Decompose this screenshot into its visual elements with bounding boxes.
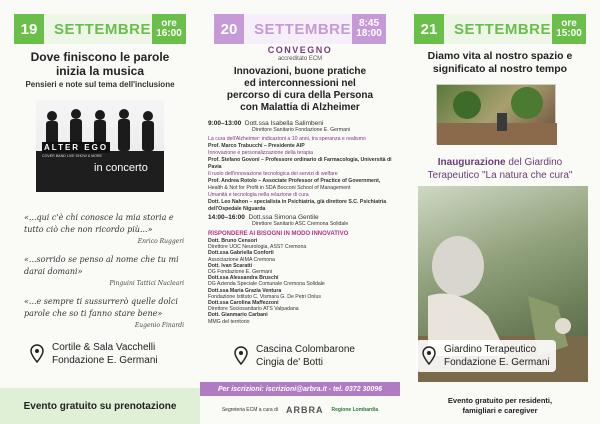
convegno-label: CONVEGNO — [267, 45, 333, 55]
column-day-19 — [0, 0, 200, 424]
location-line: Cortile & Sala Vacchelli — [52, 342, 156, 353]
program-speaker-role: Health & Not for Profit in SDA Bocconi School of Management — [208, 185, 351, 191]
arbra-logo: ARBRA — [285, 405, 324, 415]
session-host: Dott.ssa Simona Gentile — [248, 214, 319, 221]
program-speaker: Prof. Marco Trabucchi – Presidente AIP — [208, 143, 305, 149]
time-label: ore — [161, 18, 177, 29]
program-speaker: Prof. Andrea Rotolo – Associate Professor of Practice of Government, — [208, 178, 381, 184]
session-time: 9:00–13:00 — [208, 120, 242, 127]
session-host-role: Direttore Sanitario Fondazione E. Germani — [252, 127, 351, 133]
section-header: RISPONDERE AI BISOGNI IN MODO INNOVATIVO — [208, 231, 349, 237]
band-photo — [36, 100, 164, 192]
location-line: Giardino Terapeutico — [444, 344, 537, 355]
speaker-name: Dott.ssa Carolina Maffezzoni — [208, 300, 279, 307]
month-label: SETTEMBRE — [444, 14, 552, 44]
band-name: ALTER EGO — [44, 143, 109, 152]
footer-line: famigliari e caregiver — [462, 406, 538, 415]
date-bar — [214, 14, 386, 44]
band-tagline: COVER BAND LIVE SHOW & MORE — [42, 154, 102, 158]
date-bar — [14, 14, 186, 44]
location-line: Fondazione E. Germani — [444, 357, 550, 368]
location-pin-icon — [30, 344, 44, 364]
sponsor-bar — [200, 396, 400, 424]
speaker-role: DG Azienda Speciale Comunale Cremona Solidale — [208, 281, 325, 288]
time-badge — [552, 14, 586, 44]
speaker-role: DG Fondazione E. Germani — [208, 269, 273, 276]
event-title — [8, 50, 192, 78]
registration-bar: Per iscrizioni: iscrizioni@arbra.it - tel. 0372 30096 — [200, 382, 400, 396]
month-label: SETTEMBRE — [44, 14, 152, 44]
day-number: 19 — [14, 14, 44, 44]
garden-photo-small — [436, 84, 556, 144]
month-label: SETTEMBRE — [244, 14, 352, 44]
garden-scene — [437, 85, 557, 145]
program-speaker: Dott. Leo Nahon – specialista in Psichiatria, già direttore S.C. Psichiatria dell'Ospedale Niguarda — [208, 199, 387, 212]
concert-label: in concerto — [94, 162, 148, 174]
title-line: ed interconnessioni nel — [244, 78, 356, 89]
time-label: ore — [561, 18, 577, 29]
quote-1: «...qui c'è chi conosce la mia storia e tutto ciò che non ricordo più...» — [24, 213, 174, 234]
location-pin-icon — [422, 346, 436, 366]
location-pin-icon — [234, 346, 248, 366]
time-badge — [352, 14, 386, 44]
speaker-role: Fondazione Istituto C. Vismara G. De Petri Onlus — [208, 293, 321, 300]
time-value: 16:00 — [156, 28, 182, 39]
inauguration-rest: del Giardino — [505, 157, 563, 168]
program-topic: Il ruolo dell'innovazione tecnologica dei servizi di welfare — [208, 171, 338, 177]
time-start: 8:45 — [358, 18, 379, 29]
column-day-20 — [200, 0, 400, 424]
speaker-name: Dott.ssa Maria Grazia Ventura — [208, 287, 282, 294]
session-host: Dott.ssa Isabella Salimbeni — [244, 120, 324, 127]
speaker-role: Associazione AIMA Cremona — [208, 256, 275, 263]
title-line: percorso di cura della Persona — [226, 90, 374, 101]
title-line: con Malattia di Alzheimer — [240, 102, 360, 113]
quote-3-author: Eugenio Finardi — [134, 322, 184, 329]
ecm-secretariat-label: Segreteria ECM a cura di — [221, 407, 278, 413]
time-badge — [152, 14, 186, 44]
location-text — [444, 343, 550, 369]
location-line: Cascina Colombarone — [256, 344, 355, 355]
location-text — [52, 341, 158, 367]
title-line: inizia la musica — [55, 64, 145, 78]
speaker-role: Direttore Sociosanitario ATS Valpadana — [208, 306, 299, 313]
speaker-list — [208, 238, 392, 325]
afternoon-session — [208, 214, 392, 325]
speaker-role: Direttore UOC Neurologia, ASST Cremona — [208, 244, 307, 251]
quote-2: «...sorrido se penso al nome che tu mi darai domani» — [24, 255, 179, 276]
footer-note — [400, 388, 600, 424]
session-time: 14:00–16:00 — [208, 214, 245, 221]
program-topic: Innovazione e personalizzazione della terapia — [208, 150, 313, 156]
location-line: Fondazione E. Germani — [52, 355, 158, 366]
inauguration-line: Terapeutico "La natura che cura" — [427, 170, 573, 181]
speaker-role: MMG del territorio — [208, 318, 250, 325]
location-text — [256, 343, 355, 369]
conference-title — [204, 66, 396, 114]
speaker-name: Dott.ssa Alessandra Bruschi — [208, 275, 279, 282]
program-topic: Umanità e tecnologia nella relazione di cura — [208, 192, 309, 198]
inauguration-bold: Inaugurazione — [437, 157, 506, 168]
session-host-role: Direttore Sanitario ASC Cremona Solidale — [252, 221, 349, 227]
program-topic: La cura dell'Alzheimer: indicazioni a 10 anni, tra speranza e realismo — [208, 136, 366, 142]
title-line: significato al nostro tempo — [432, 63, 568, 75]
column-day-21 — [400, 0, 600, 424]
morning-session — [208, 120, 392, 213]
location — [416, 340, 556, 372]
time-value: 15:00 — [556, 28, 582, 39]
location — [30, 341, 158, 367]
footer-note: Evento gratuito su prenotazione — [0, 388, 200, 424]
quote-3: «...e sempre ti sussurrerò quelle dolci parole che so ti fanno stare bene» — [24, 297, 178, 318]
event-title — [404, 50, 596, 76]
speaker-name: Dott. Bruno Censori — [208, 238, 258, 244]
date-bar — [414, 14, 586, 44]
day-number: 21 — [414, 14, 444, 44]
inauguration-text — [402, 156, 598, 182]
time-end: 18:00 — [356, 28, 382, 39]
title-line: Innovazioni, buone pratiche — [233, 66, 367, 77]
location — [234, 343, 355, 369]
quote-2-author: Pinguini Tattici Nucleari — [109, 280, 184, 287]
title-line: Dove finiscono le parole — [30, 50, 170, 64]
title-line: Diamo vita al nostro spazio e — [427, 50, 573, 62]
speaker-name: Dott.ssa Gabriella Conforti — [208, 250, 274, 257]
regione-logo: Regione Lombardia — [331, 407, 379, 413]
quote-1-author: Enrico Ruggeri — [137, 238, 184, 245]
event-subtitle: Pensieri e note sul tema dell'inclusione — [25, 80, 175, 89]
day-number: 20 — [214, 14, 244, 44]
ecm-label: accreditato ECM — [277, 56, 323, 62]
speaker-name: Dott. Gianmario Carbani — [208, 312, 268, 319]
speaker-name: Dott. Ivan Scaratti — [208, 262, 253, 269]
location-line: Cingia de' Botti — [256, 357, 323, 368]
program-speaker: Prof. Stefano Govoni – Professore ordinario di Farmacologia, Università di Pavia — [208, 157, 392, 170]
footer-line: Evento gratuito per residenti, — [447, 396, 553, 405]
